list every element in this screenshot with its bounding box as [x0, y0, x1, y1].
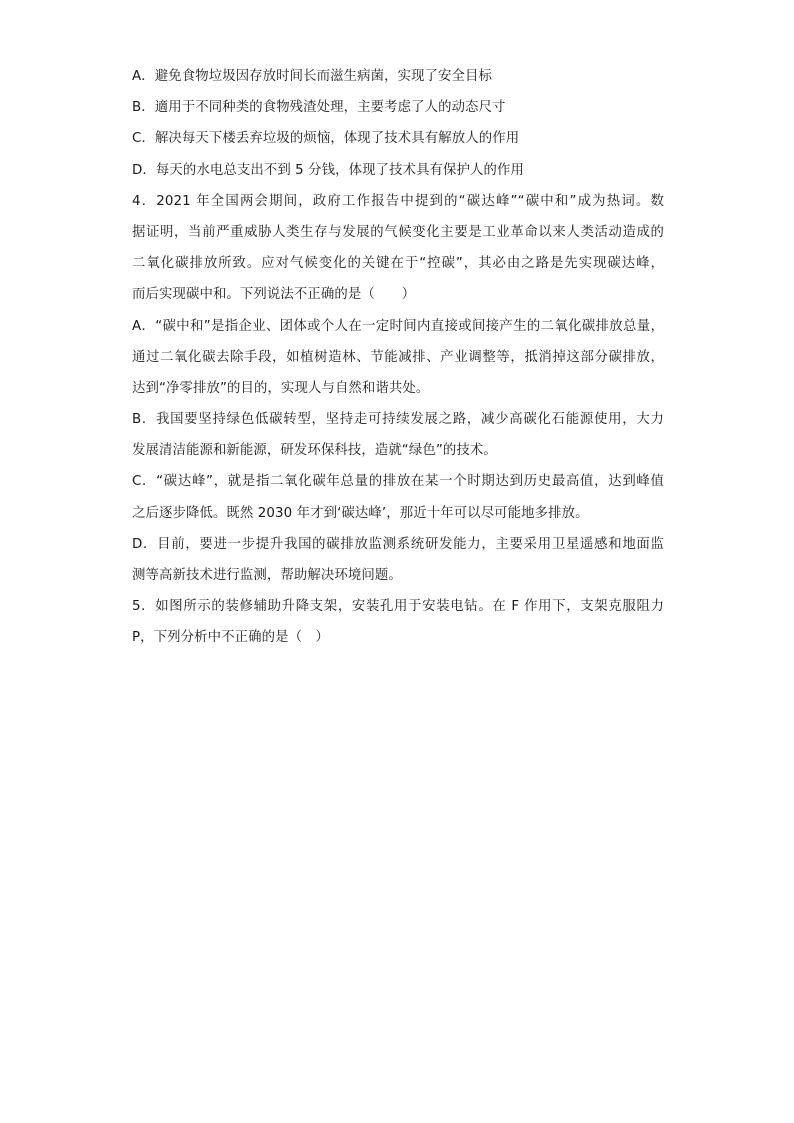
q4-option-b-line-1: B．我国要坚持绿色低碳转型，坚持走可持续发展之路，减少高碳化石能源使用，大力 — [132, 412, 664, 428]
q4-option-d-line-1: D．目前，要进一步提升我国的碳排放监测系统研发能力，主要采用卫星遥感和地面监 — [132, 536, 664, 552]
q4-stem-line-2: 据证明，当前严重威胁人类生存与发展的气候变化主要是工业革命以来人类活动造成的 — [132, 224, 664, 240]
q3-option-a: A．避免食物垃圾因存放时间长而滋生病菌，实现了安全目标 — [132, 69, 493, 84]
q4-option-a-line-1: A．“碳中和”是指企业、团体或个人在一定时间内直接或间接产生的二氧化碳排放总量， — [132, 318, 664, 334]
q3-option-d: D．每天的水电总支出不到 5 分钱，体现了技术具有保护人的作用 — [132, 162, 524, 178]
q4-stem-line-4: 而后实现碳中和。下列说法不正确的是（ ） — [132, 287, 416, 303]
q4-stem-line-1: 4．2021 年全国两会期间，政府工作报告中提到的“碳达峰”“碳中和”成为热词。数 — [132, 193, 664, 209]
q4-option-b-line-2: 发展清洁能源和新能源，研发环保科技，造就“绿色”的技术。 — [132, 443, 497, 459]
q3-option-b: B．適用于不同种类的食物残渣处理，主要考虑了人的动态尺寸 — [132, 100, 506, 116]
q4-option-a-line-3: 达到“净零排放”的目的，实现人与自然和谐共处。 — [132, 380, 430, 396]
q4-option-a-line-2: 通过二氧化碳去除手段，如植树造林、节能减排、产业调整等，抵消掉这部分碳排放， — [132, 349, 664, 365]
q5-stem-line-2: P，下列分析中不正确的是（ ） — [132, 630, 330, 646]
question-text-block — [132, 61, 664, 654]
q5-stem-line-1: 5．如图所示的装修辅助升降支架，安装孔用于安装电钻。在 F 作用下，支架克服阻力 — [132, 599, 664, 615]
q4-option-c-line-1: C．“碳达峰”，就是指二氧化碳年总量的排放在某一个时期达到历史最高值，达到峰值 — [132, 474, 664, 490]
q3-option-c: C．解决每天下楼丢弃垃圾的烦恼，体现了技术具有解放人的作用 — [132, 131, 520, 147]
q4-stem-line-3: 二氧化碳排放所致。应对气候变化的关键在于“控碳”，其必由之路是先实现碳达峰， — [132, 256, 664, 272]
q4-option-c-line-2: 之后逐步降低。既然 2030 年才到‘碳达峰’，那近十年可以尽可能地多排放。 — [132, 505, 589, 521]
q4-option-d-line-2: 测等高新技术进行监测，帮助解决环境问题。 — [132, 568, 402, 583]
